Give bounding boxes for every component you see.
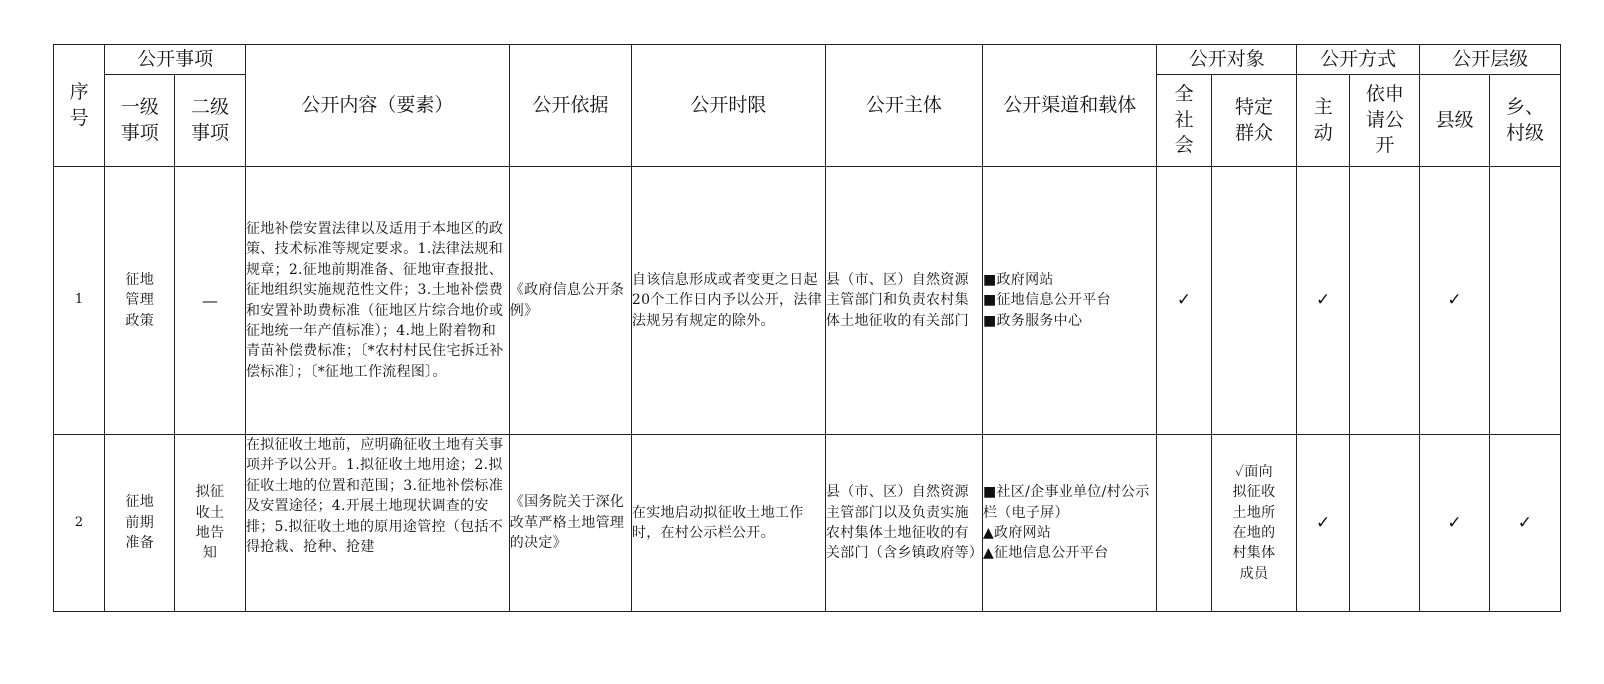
row-channels: ■社区/企事业单位/村公示栏（电子屏） ▲政府网站 ▲征地信息公开平台 bbox=[982, 435, 1157, 612]
check-mark: ✓ bbox=[1420, 167, 1490, 435]
row-on-request bbox=[1350, 167, 1420, 435]
table-row bbox=[54, 435, 1561, 612]
row-whole-society bbox=[1157, 435, 1211, 612]
header-on-request: 依申 请公 开 bbox=[1350, 75, 1420, 167]
check-mark: ✓ bbox=[1297, 167, 1350, 435]
header-content: 公开内容（要素） bbox=[245, 45, 509, 167]
row-seq: 1 bbox=[54, 167, 105, 435]
header-seq: 序号 bbox=[54, 45, 105, 167]
row-on-request bbox=[1350, 435, 1420, 612]
row-specific-public bbox=[1211, 167, 1296, 435]
row-time-limit: 在实地启动拟征收土地工作时，在村公示栏公开。 bbox=[631, 435, 825, 612]
header-channels: 公开渠道和载体 bbox=[982, 45, 1157, 167]
row-seq: 2 bbox=[54, 435, 105, 612]
disclosure-table bbox=[53, 44, 1561, 612]
row-level1: 征地 管理 政策 bbox=[105, 167, 175, 435]
row-content: 征地补偿安置法律以及适用于本地区的政策、技术标准等规定要求。1.法律法规和规章；2.征地前期准备、征地审查报批、征地组织实施规范性文件；3.土地补偿费和安置补助费标准（征地区片综合地价或征地统一年产值标准）；4.地上附着物和青苗补偿费标准；〔*农村村民住宅拆迁补偿标准〕；〔*征地工作流程图〕。 bbox=[245, 167, 509, 435]
row-township bbox=[1490, 167, 1561, 435]
row-subject: 县（市、区）自然资源主管部门以及负责实施农村集体土地征收的有关部门（含乡镇政府等） bbox=[825, 435, 982, 612]
check-mark: ✓ bbox=[1297, 435, 1350, 612]
check-mark: ✓ bbox=[1420, 435, 1490, 612]
header-time-limit: 公开时限 bbox=[631, 45, 825, 167]
header-level1: 一级 事项 bbox=[105, 75, 175, 167]
row-level1: 征地 前期 准备 bbox=[105, 435, 175, 612]
header-proactive: 主 动 bbox=[1297, 75, 1350, 167]
row-basis: 《国务院关于深化改革严格土地管理的决定》 bbox=[509, 435, 631, 612]
header-object-group: 公开对象 bbox=[1157, 45, 1297, 75]
header-matters-group: 公开事项 bbox=[105, 45, 246, 75]
header-method-group: 公开方式 bbox=[1297, 45, 1420, 75]
row-content: 在拟征收土地前，应明确征收土地有关事项并予以公开。1.拟征收土地用途；2.拟征收土地的位置和范围；3.征地补偿标准及安置途径；4.开展土地现状调查的安排；5.拟征收土地的原用途管控（包括不得抢栽、抢种、抢建 bbox=[245, 435, 509, 612]
row-subject: 县（市、区）自然资源主管部门和负责农村集体土地征收的有关部门 bbox=[825, 167, 982, 435]
row-basis: 《政府信息公开条例》 bbox=[509, 167, 631, 435]
row-specific-public: ✓面向 拟征收 土地所 在地的 村集体 成员 bbox=[1211, 435, 1296, 612]
header-specific-public: 特定 群众 bbox=[1211, 75, 1296, 167]
header-whole-society: 全 社 会 bbox=[1157, 75, 1211, 167]
row-time-limit: 自该信息形成或者变更之日起20个工作日内予以公开，法律法规另有规定的除外。 bbox=[631, 167, 825, 435]
header-subject: 公开主体 bbox=[825, 45, 982, 167]
header-level2: 二级 事项 bbox=[175, 75, 246, 167]
row-level2: 拟征 收土 地告 知 bbox=[175, 435, 246, 612]
header-level-group: 公开层级 bbox=[1420, 45, 1561, 75]
check-mark: ✓ bbox=[1490, 435, 1561, 612]
header-county: 县级 bbox=[1420, 75, 1490, 167]
header-basis: 公开依据 bbox=[509, 45, 631, 167]
check-mark: ✓ bbox=[1157, 167, 1211, 435]
row-level2: — bbox=[175, 167, 246, 435]
header-township: 乡、 村级 bbox=[1490, 75, 1561, 167]
row-channels: ■政府网站 ■征地信息公开平台 ■政务服务中心 bbox=[982, 167, 1157, 435]
table-row bbox=[54, 167, 1561, 435]
